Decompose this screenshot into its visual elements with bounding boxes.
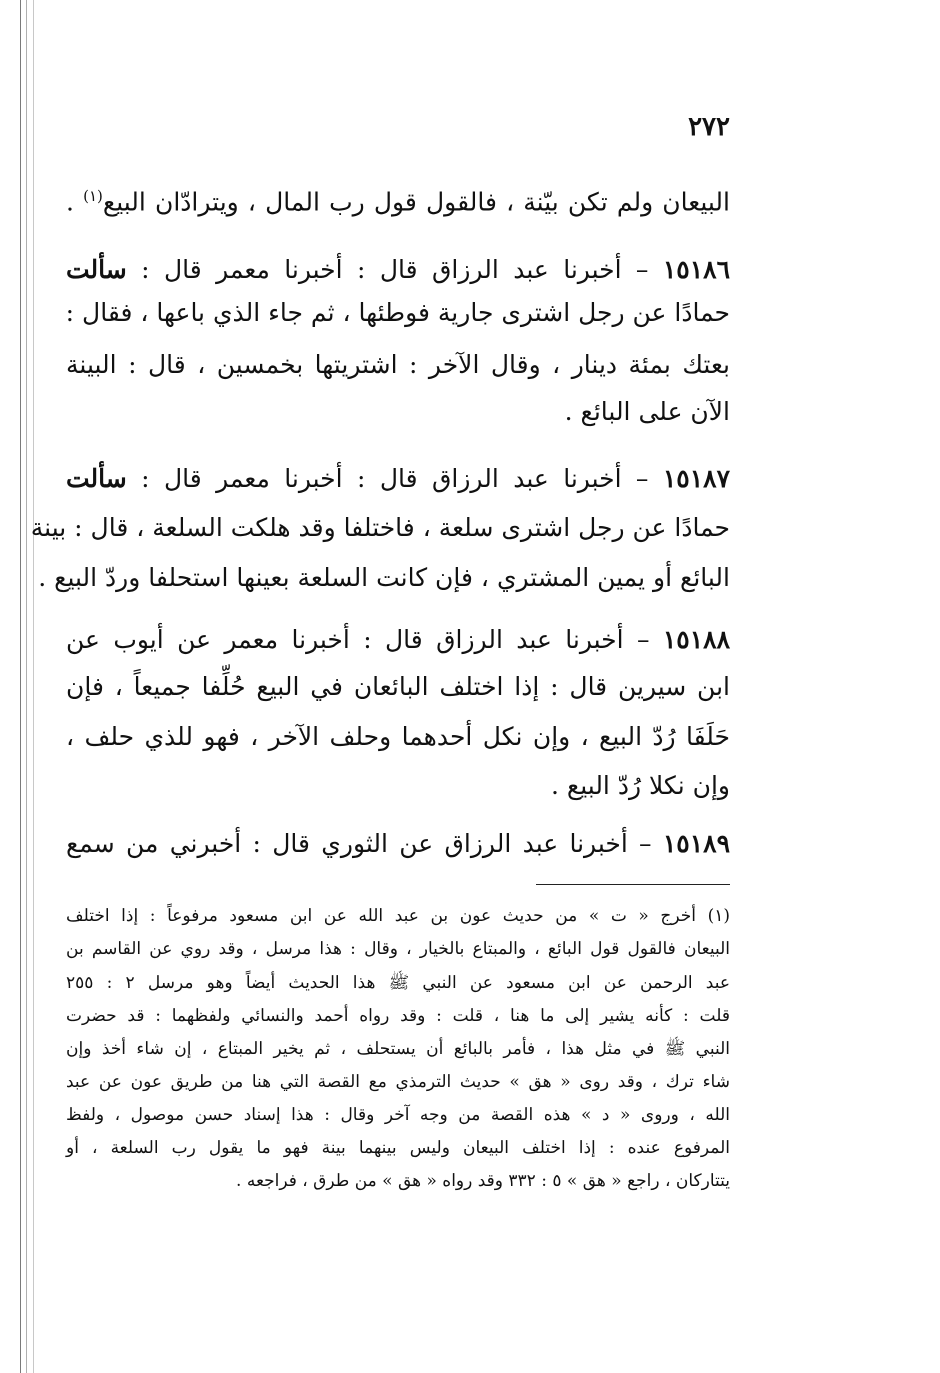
hadith-number: ١٥١٨٩ [662, 829, 730, 858]
body-line: وإن نكلا رُدّ البيع . [551, 771, 730, 800]
body-line: حمادًا عن رجل اشترى سلعة ، فاختلفا وقد هلكت السلعة ، قال : بينة [30, 513, 730, 542]
footnote-line: البيعان فالقول قول البائع ، والمبتاع بالخيار ، وقال : هذا مرسل ، وقد روي عن القاسم بن [66, 939, 730, 959]
footnote-line: الله ، وروى « د » هذه القصة من وجه آخر وقال : هذا إسناد حسن موصول ، ولفظ [66, 1105, 730, 1125]
body-line: بعتك بمئة دينار ، وقال الآخر : اشتريتها بخمسين ، قال : البينة [66, 350, 730, 379]
footnote-line: يتتاركان ، راجع « هق » ٥ : ٣٣٢ وقد رواه « هق » من طرق ، فراجعه . [236, 1171, 730, 1191]
hadith-15189-line: ١٥١٨٩ – أخبرنا عبد الرزاق عن الثوري قال : أخبرني من سمع [66, 829, 730, 858]
body-line: حمادًا عن رجل اشترى جارية فوطئها ، ثم جاء الذي باعها ، فقال : [65, 298, 730, 327]
scan-edge-line [26, 0, 27, 1373]
hadith-15188-line: ١٥١٨٨ – أخبرنا عبد الرزاق قال : أخبرنا معمر عن أيوب عن [66, 625, 730, 654]
footnote-line: شاء ترك ، وقد روى « هق » حديث الترمذي مع القصة التي هنا من طريق عون عن عبد [66, 1072, 730, 1092]
footnote-ref: (١) [83, 187, 103, 205]
hadith-15187-line: ١٥١٨٧ – أخبرنا عبد الرزاق قال : أخبرنا معمر قال : سألت [66, 464, 730, 493]
hadith-number: ١٥١٨٨ [662, 625, 730, 654]
footnote-line: المرفوع عنده : إذا اختلف البيعان وليس بينهما بينة فهو ما يقول رب السلعة ، أو [66, 1138, 730, 1158]
body-line: البيعان ولم تكن بيّنة ، فالقول قول رب المال ، ويترادّان البيع$^{(١)}$ . [66, 187, 730, 217]
footnote-line: النبي ﷺ في مثل هذا ، فأمر بالبائع أن يستحلف ، ثم يخير المبتاع ، إن شاء أخذ وإن [66, 1039, 730, 1059]
scan-edge-line [20, 0, 21, 1373]
hadith-15186-line: ١٥١٨٦ – أخبرنا عبد الرزاق قال : أخبرنا معمر قال : سألت [66, 255, 730, 284]
footnote-line: عبد الرحمن عن ابن مسعود عن النبي ﷺ هذا الحديث أيضاً وهو مرسل ٢ : ٢٥٥ [66, 973, 730, 993]
hadith-number: ١٥١٨٧ [662, 464, 730, 493]
footnote-separator [536, 884, 730, 885]
footnote-line: (١) أخرج « ت » من حديث عون بن عبد الله عن ابن مسعود مرفوعاً : إذا اختلف [66, 906, 730, 926]
body-line: ابن سيرين قال : إذا اختلف البائعان في البيع حُلِّفا جميعاً ، فإن [66, 672, 730, 701]
body-line: حَلَفَا رُدّ البيع ، وإن نكل أحدهما وحلف الآخر ، فهو للذي حلف ، [66, 722, 730, 751]
footnote-line: قلت : كأنه يشير إلى ما هنا ، قلت : وقد رواه أحمد والنسائي ولفظهما : قد حضرت [66, 1006, 730, 1026]
body-line: الآن على البائع . [564, 397, 730, 426]
scan-edge-line [33, 0, 34, 1373]
page-number: ٢٧٢ [688, 112, 730, 142]
hadith-number: ١٥١٨٦ [662, 255, 730, 284]
body-line: البائع أو يمين المشتري ، فإن كانت السلعة بعينها استحلفا وردّ البيع . [38, 563, 730, 592]
